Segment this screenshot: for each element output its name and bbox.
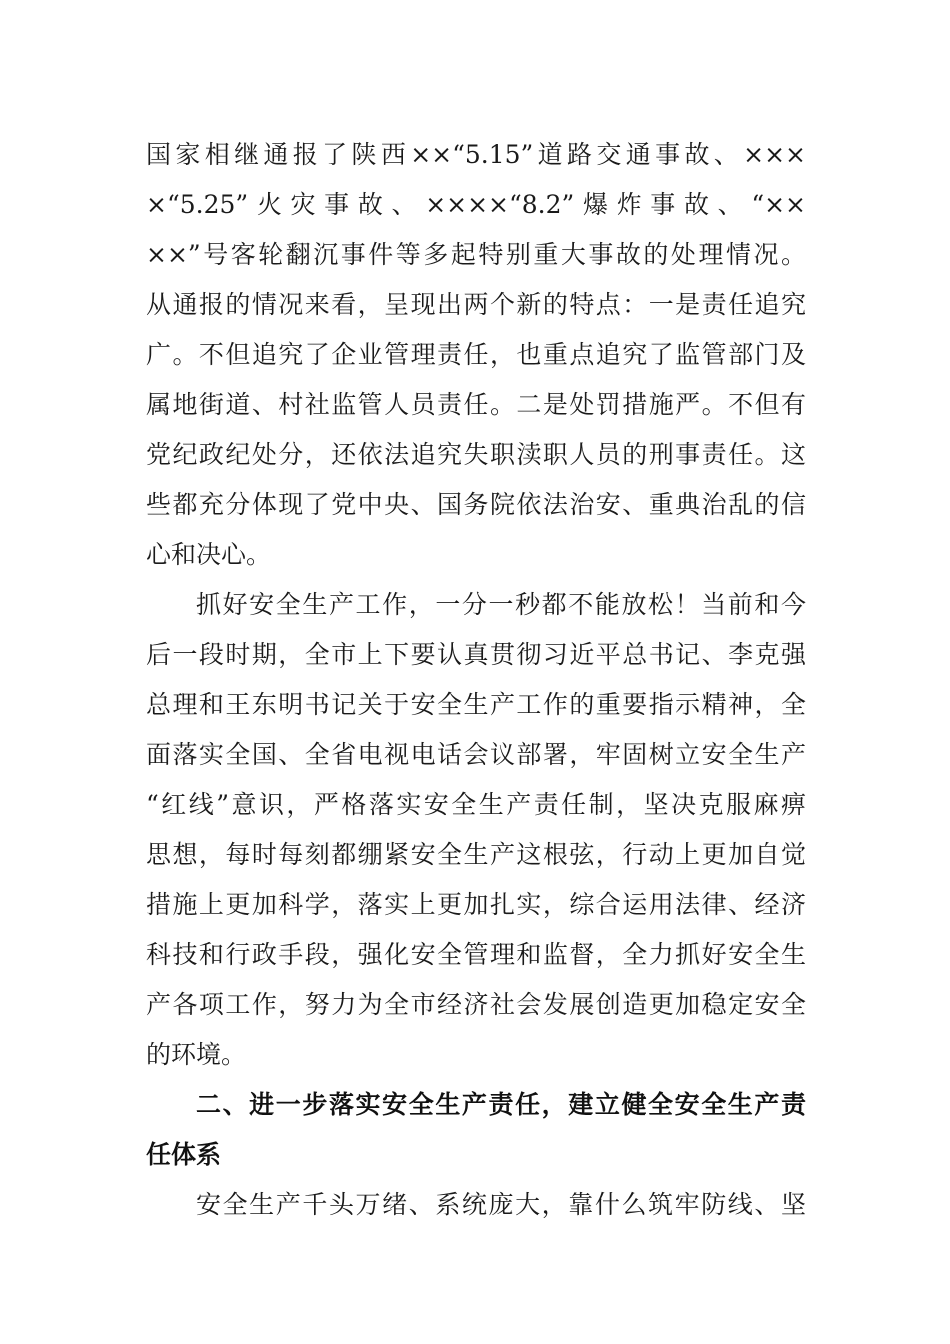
paragraph-line: 广。不但追究了企业管理责任，也重点追究了监管部门及 xyxy=(146,340,806,369)
paragraph-line: 从通报的情况来看，呈现出两个新的特点：一是责任追究 xyxy=(146,290,806,319)
heading-line: 二、进一步落实安全生产责任，建立健全安全生产责 xyxy=(196,1090,806,1119)
paragraph-line: “红线”意识，严格落实安全生产责任制，坚决克服麻痹 xyxy=(146,790,806,819)
paragraph-line: 的环境。 xyxy=(146,1040,247,1069)
paragraph-line: 科技和行政手段，强化安全管理和监督，全力抓好安全生 xyxy=(146,940,806,969)
paragraph-line: 安全生产千头万绪、系统庞大，靠什么筑牢防线、坚 xyxy=(196,1190,806,1219)
heading-line: 任体系 xyxy=(146,1140,222,1169)
paragraph-line: ××”号客轮翻沉事件等多起特别重大事故的处理情况。 xyxy=(146,240,806,269)
paragraph-line: 面落实全国、全省电视电话会议部署，牢固树立安全生产 xyxy=(146,740,806,769)
paragraph-line: 思想，每时每刻都绷紧安全生产这根弦，行动上更加自觉 xyxy=(146,840,806,869)
paragraph-line: 措施上更加科学，落实上更加扎实，综合运用法律、经济 xyxy=(146,890,806,919)
paragraph-line: 国家相继通报了陕西××“5.15”道路交通事故、××× xyxy=(146,140,806,169)
paragraph-line: 党纪政纪处分，还依法追究失职渎职人员的刑事责任。这 xyxy=(146,440,806,469)
paragraph-line: 总理和王东明书记关于安全生产工作的重要指示精神，全 xyxy=(146,690,806,719)
paragraph-line: 抓好安全生产工作，一分一秒都不能放松！当前和今 xyxy=(196,590,806,619)
paragraph-line: ×“5.25”火灾事故、××××“8.2”爆炸事故、“×× xyxy=(146,190,806,219)
paragraph-line: 后一段时期，全市上下要认真贯彻习近平总书记、李克强 xyxy=(146,640,806,669)
paragraph-line: 心和决心。 xyxy=(146,540,272,569)
paragraph-line: 产各项工作，努力为全市经济社会发展创造更加稳定安全 xyxy=(146,990,806,1019)
paragraph-line: 些都充分体现了党中央、国务院依法治安、重典治乱的信 xyxy=(146,490,806,519)
paragraph-line: 属地街道、村社监管人员责任。二是处罚措施严。不但有 xyxy=(146,390,806,419)
